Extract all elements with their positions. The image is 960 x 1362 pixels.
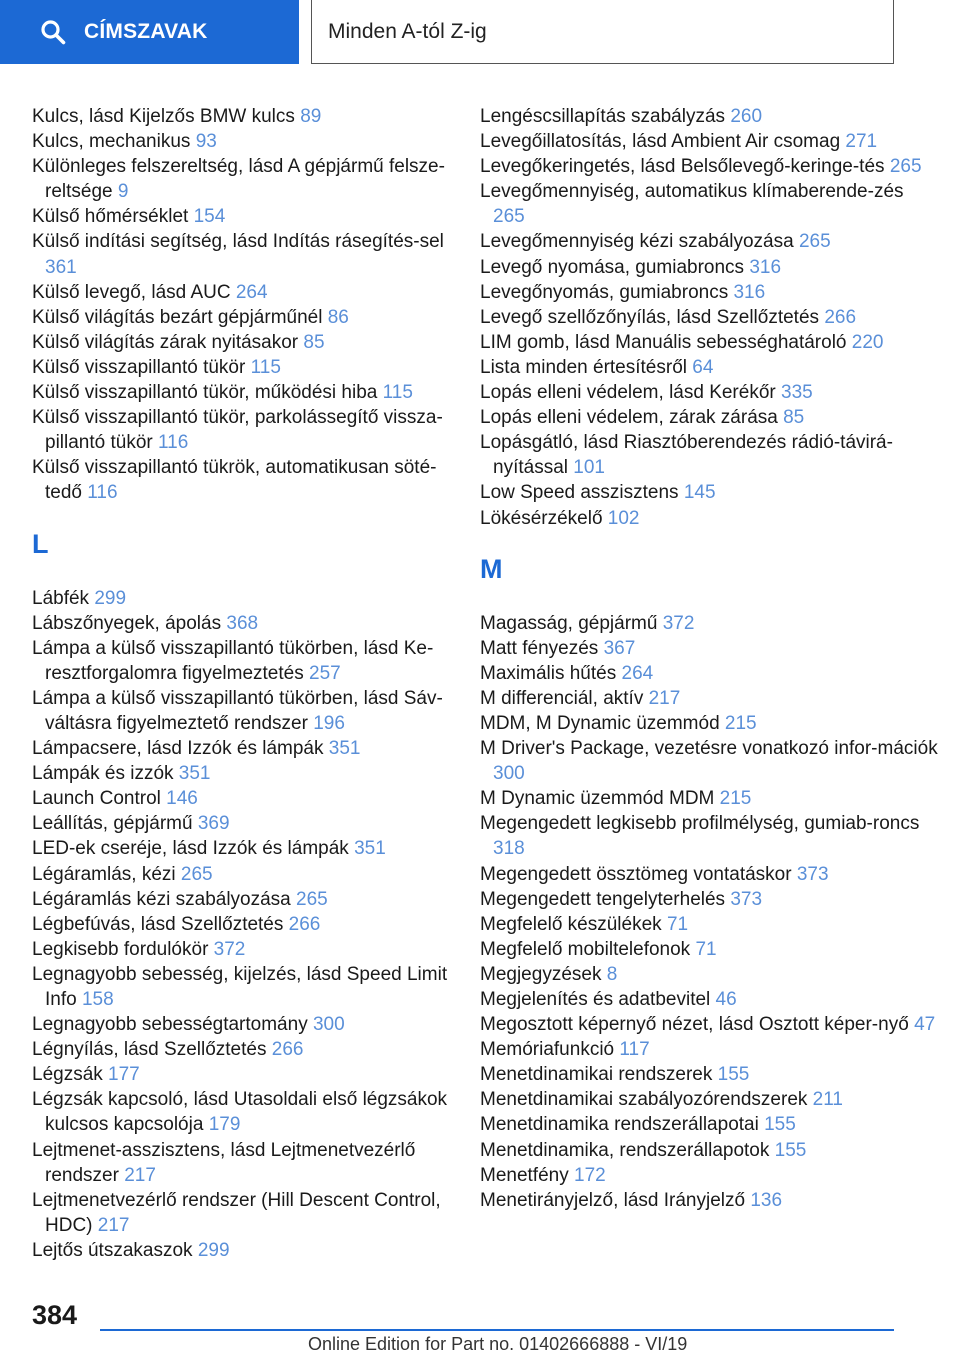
index-page-link[interactable]: 373 [796,863,829,885]
index-entry-text: Launch Control [32,788,167,810]
index-letter-heading: M [480,553,503,584]
index-page-link[interactable]: 215 [719,788,752,810]
index-entry [480,912,940,937]
index-entry-text: Megengedett össztömeg vontatáskor [480,863,797,885]
index-entry-text: Lopás elleni védelem, zárak zárása [480,407,784,429]
index-page-link[interactable]: 351 [178,763,211,785]
index-entry [480,736,940,786]
search-icon [40,19,66,45]
index-page-link[interactable]: 217 [97,1214,130,1236]
index-entry-text: Lámpa a külső visszapillantó tükörben, lásd Ke-resztforgalomra figyelmeztetés [32,637,434,684]
index-entry [480,686,940,711]
index-page-link[interactable]: 117 [619,1039,650,1061]
index-column-left [32,104,462,1263]
index-entry [480,711,940,736]
index-entry [480,987,940,1012]
index-page-link[interactable]: 372 [213,938,246,960]
index-entry [480,430,940,480]
index-entry-text: M Driver's Package, vezetésre vonatkozó infor-mációk [480,738,938,760]
index-entry-text: Megengedett tengelyterhelés [480,888,731,910]
index-entry-text: Legnagyobb sebesség, kijelzés, lásd Speed Limit Info [32,963,448,1010]
footer-divider [100,1329,894,1331]
index-entry [32,455,462,505]
index-entry-text: Megfelelő készülékek [480,913,667,935]
index-entry-text: Lábfék [32,587,95,609]
index-entry-text: Levegőillatosítás, lásd Ambient Air csomag [480,131,846,153]
index-page-link[interactable]: 299 [94,587,127,609]
index-entry [32,636,462,686]
index-entry-text: Lámpacsere, lásd Izzók és lámpák [32,738,329,760]
index-entry [32,1238,462,1263]
index-entry-text: Leállítás, gépjármű [32,813,198,835]
index-page-link[interactable]: 101 [573,457,605,479]
index-page-link[interactable]: 146 [166,788,198,810]
index-entry-text: Menetdinamika rendszerállapotai [480,1114,765,1136]
index-entry [480,280,940,305]
index-entry [32,305,462,330]
index-entry [480,1012,940,1037]
index-page-link[interactable]: 361 [45,256,77,278]
index-entry [480,937,940,962]
index-page-link[interactable]: 46 [715,989,737,1010]
index-entry [480,229,940,254]
index-page-link[interactable]: 300 [493,763,525,785]
index-entry [480,355,940,380]
index-entry-text: Lámpák és izzók [32,763,179,785]
index-entry [480,1087,940,1112]
index-page-link[interactable]: 116 [87,482,118,504]
index-entry [32,912,462,937]
index-entry [32,330,462,355]
index-entry-text: Külső indítási segítség, lásd Indítás rásegítés-sel [32,231,444,253]
index-page-link[interactable]: 196 [313,712,345,734]
index-page-link[interactable]: 265 [889,156,922,178]
index-entry [480,887,940,912]
index-page-link[interactable]: 351 [354,838,386,860]
index-page-link[interactable]: 89 [300,106,322,127]
index-entry [32,355,462,380]
index-entry [480,255,940,280]
index-page-link[interactable]: 372 [662,612,695,634]
index-page-link[interactable]: 300 [312,1014,345,1036]
index-entry-text: Lengéscsillapítás szabályzás [480,106,731,127]
index-entry [480,1037,940,1062]
index-entry-text: Légbefúvás, lásd Szellőztetés [32,913,289,935]
index-entry [32,937,462,962]
index-page-link[interactable]: 265 [493,206,525,228]
index-entry [32,154,462,204]
index-page-link[interactable]: 368 [226,612,259,634]
index-entry-text: Kulcs, lásd Kijelzős BMW kulcs [32,106,301,127]
index-entry-text: M Dynamic üzemmód MDM [480,788,720,810]
index-entry [32,786,462,811]
index-entry [480,962,940,987]
index-entry-text: Megengedett legkisebb profilmélység, gumiab-roncs [480,813,920,835]
index-entry-text: Low Speed asszisztens [480,482,684,504]
index-page-link[interactable]: 335 [781,382,813,404]
index-page-link[interactable]: 351 [328,738,361,760]
index-entry [32,586,462,611]
index-entry-text: Levegő nyomása, gumiabroncs [480,256,750,278]
index-page-link[interactable]: 266 [824,306,857,328]
page-number: 384 [32,1300,78,1330]
index-entry [32,104,462,129]
index-entry-text: Menetfény [480,1164,574,1186]
index-entry-text: Lista minden értesítésről [480,356,693,378]
index-entry-text: Megosztott képernyő nézet, lásd Osztott képer-nyő [480,1014,915,1036]
index-entry-text: Menetdinamika, rendszerállapotok [480,1139,775,1161]
footer-edition: Online Edition for Part no. 01402666888 - VI/19 [308,1334,688,1354]
index-page-link[interactable]: 102 [607,507,640,529]
index-entry-text: Legkisebb fordulókör [32,938,214,960]
index-entry [480,506,940,531]
index-page-link[interactable]: 367 [603,637,636,659]
index-entry [32,1012,462,1037]
index-page-link[interactable]: 8 [606,963,618,985]
index-page-link[interactable]: 211 [812,1089,843,1111]
index-entry [480,786,940,811]
index-entry-text: Legnagyobb sebességtartomány [32,1014,313,1036]
index-entry [32,380,462,405]
index-entry [32,887,462,912]
index-letter-heading: L [32,528,49,559]
index-entry-text: Lámpa a külső visszapillantó tükörben, lásd Sáv-váltásra figyelmeztető rendszer [32,687,443,734]
index-page-link[interactable]: 271 [845,131,878,153]
index-page-link[interactable]: 266 [271,1039,304,1061]
index-entry-text: Lejtős útszakaszok [32,1239,198,1261]
index-entry-text: Légáramlás kézi szabályozása [32,888,297,910]
index-page-link[interactable]: 85 [783,407,805,429]
index-entry-text: Külső visszapillantó tükör, működési hiba [32,382,383,404]
index-page-link[interactable]: 265 [296,888,328,910]
index-page-link[interactable]: 265 [798,231,831,253]
index-page-link[interactable]: 369 [197,813,230,835]
index-page-link[interactable]: 64 [692,356,714,378]
index-tab[interactable] [0,0,299,64]
index-entry-text: Levegő szellőzőnyílás, lásd Szellőztetés [480,306,825,328]
index-entry [480,1062,940,1087]
index-entry [32,129,462,154]
index-page-link[interactable]: 47 [914,1014,936,1036]
index-entry [32,962,462,1012]
index-entry [480,1188,940,1213]
index-entry-text: Matt fényezés [480,637,604,659]
index-entry [480,154,940,179]
index-entry [480,862,940,887]
index-entry [480,104,940,129]
index-page-link[interactable]: 373 [730,888,763,910]
index-entry [480,811,940,861]
index-page-link[interactable]: 177 [108,1064,140,1086]
index-page-link[interactable]: 115 [250,356,281,378]
index-page-link[interactable]: 93 [195,131,217,153]
index-page-link[interactable]: 318 [493,838,525,860]
index-entry [480,129,940,154]
index-entry [480,330,940,355]
index-entry [480,661,940,686]
index-page-link[interactable]: 86 [327,306,349,328]
index-entry-text: Külső világítás bezárt gépjárműnél [32,306,328,328]
index-entry-text: Lökésérzékelő [480,507,608,529]
index-entry-text: Lopásgátló, lásd Riasztóberendezés rádió-távirá-nyítással [480,432,893,479]
index-page-link[interactable]: 316 [749,256,782,278]
index-page-link[interactable]: 257 [309,662,341,684]
index-entry-text: Levegőmennyiség kézi szabályozása [480,231,799,253]
index-entry-text: Külső visszapillantó tükör [32,356,251,378]
index-page-link[interactable]: 154 [193,206,226,228]
index-page-link[interactable]: 155 [774,1139,807,1161]
index-entry [32,611,462,636]
index-entry-text: Maximális hűtés [480,662,622,684]
index-entry-text: Légnyílás, lásd Szellőztetés [32,1039,272,1061]
index-entry-text: Lejtmenetvezérlő rendszer (Hill Descent Control, HDC) [32,1189,441,1236]
index-page-link[interactable]: 264 [235,281,268,303]
index-page-link[interactable]: 220 [851,331,884,353]
index-entry-text: Lábszőnyegek, ápolás [32,612,227,634]
index-page-link[interactable]: 116 [158,432,189,454]
index-entry-text: Külső levegő, lásd AUC [32,281,236,303]
index-entry [480,305,940,330]
index-page-link[interactable]: 155 [717,1064,750,1086]
index-entry [32,1087,462,1137]
section-title-box [311,0,894,64]
index-entry-text: Memóriafunkció [480,1039,620,1061]
index-entry-text: Levegőnyomás, gumiabroncs [480,281,734,303]
section-title: Minden A-tól Z-ig [328,19,487,43]
index-entry [480,1138,940,1163]
index-entry-text: Megfelelő mobiltelefonok [480,938,696,960]
index-entry [32,736,462,761]
index-entry [32,229,462,279]
index-entry [32,280,462,305]
index-page-link[interactable]: 266 [288,913,321,935]
index-page-link[interactable]: 71 [666,913,689,935]
index-page-link[interactable]: 9 [117,181,129,203]
index-page-link[interactable]: 260 [730,106,763,127]
index-entry [32,405,462,455]
index-entry-text: Külső visszapillantó tükör, parkolássegítő vissza-pillantó tükör [32,407,443,454]
index-page-link[interactable]: 172 [574,1164,606,1186]
index-entry-text: Légzsák kapcsoló, lásd Utasoldali első légzsákok kulcsos kapcsolója [32,1089,448,1136]
index-entry-text: Légzsák [32,1064,109,1086]
index-page-link[interactable]: 179 [208,1114,241,1136]
index-entry-text: Légáramlás, kézi [32,863,181,885]
index-column-right [480,104,940,1213]
index-entry-text: Levegőmennyiség, automatikus klímaberende-zés [480,181,904,203]
index-entry-text: Menetdinamikai rendszerek [480,1064,718,1086]
index-entry-text: Lejtmenet-asszisztens, lásd Lejtmenetvezérlő rendszer [32,1139,416,1186]
index-page-link[interactable]: 265 [180,863,213,885]
index-page-link[interactable]: 158 [81,989,114,1010]
index-entry-text: Menetirányjelző, lásd Irányjelző [480,1189,751,1211]
index-entry-text: Kulcs, mechanikus [32,131,196,153]
index-entry [480,1163,940,1188]
index-entry [32,1138,462,1188]
index-entry [32,836,462,861]
index-entry [32,761,462,786]
index-page-link[interactable]: 136 [750,1189,783,1211]
index-entry-text: Különleges felszereltség, lásd A gépjármű felsze-reltsége [32,156,445,203]
index-entry [480,1112,940,1137]
index-page-link[interactable]: 215 [724,712,757,734]
index-page-link[interactable]: 299 [197,1239,230,1261]
index-entry [480,636,940,661]
index-entry-text: M differenciál, aktív [480,687,649,709]
index-entry [32,862,462,887]
index-entry [32,1062,462,1087]
index-entry-text: Megjegyzések [480,963,607,985]
index-entry [32,811,462,836]
index-page-link[interactable]: 264 [621,662,654,684]
index-entry [32,1188,462,1238]
index-tab-label: CÍMSZAVAK [84,20,208,43]
index-entry-text: Lopás elleni védelem, lásd Kerékőr [480,382,782,404]
index-entry [480,405,940,430]
index-entry-text: Megjelenítés és adatbevitel [480,989,716,1010]
index-page-link[interactable]: 217 [648,687,681,709]
index-entry-text: Levegőkeringetés, lásd Belsőlevegő-keringe-tés [480,156,890,178]
index-entry-text: Menetdinamikai szabályozórendszerek [480,1089,813,1111]
index-entry-text: Külső visszapillantó tükrök, automatikusan söté-tedő [32,457,437,504]
index-entry-text: Magasság, gépjármű [480,612,663,634]
index-page-link[interactable]: 145 [683,482,716,504]
index-entry-text: LIM gomb, lásd Manuális sebességhatároló [480,331,852,353]
index-page-link[interactable]: 71 [695,938,717,960]
index-entry-text: MDM, M Dynamic üzemmód [480,712,725,734]
index-entry-text: Külső hőmérséklet [32,206,194,228]
index-page-link[interactable]: 85 [303,331,325,353]
index-entry-text: LED-ek cseréje, lásd Izzók és lámpák [32,838,355,860]
index-entry [32,686,462,736]
index-entry [32,204,462,229]
index-entry [480,380,940,405]
index-entry [480,480,940,505]
index-page-link[interactable]: 217 [124,1164,156,1186]
index-page-link[interactable]: 155 [764,1114,796,1136]
index-entry [480,611,940,636]
index-entry-text: Külső világítás zárak nyitásakor [32,331,304,353]
index-entry [32,1037,462,1062]
index-page-link[interactable]: 316 [733,281,766,303]
index-page-link[interactable]: 115 [382,382,413,404]
index-entry [480,179,940,229]
